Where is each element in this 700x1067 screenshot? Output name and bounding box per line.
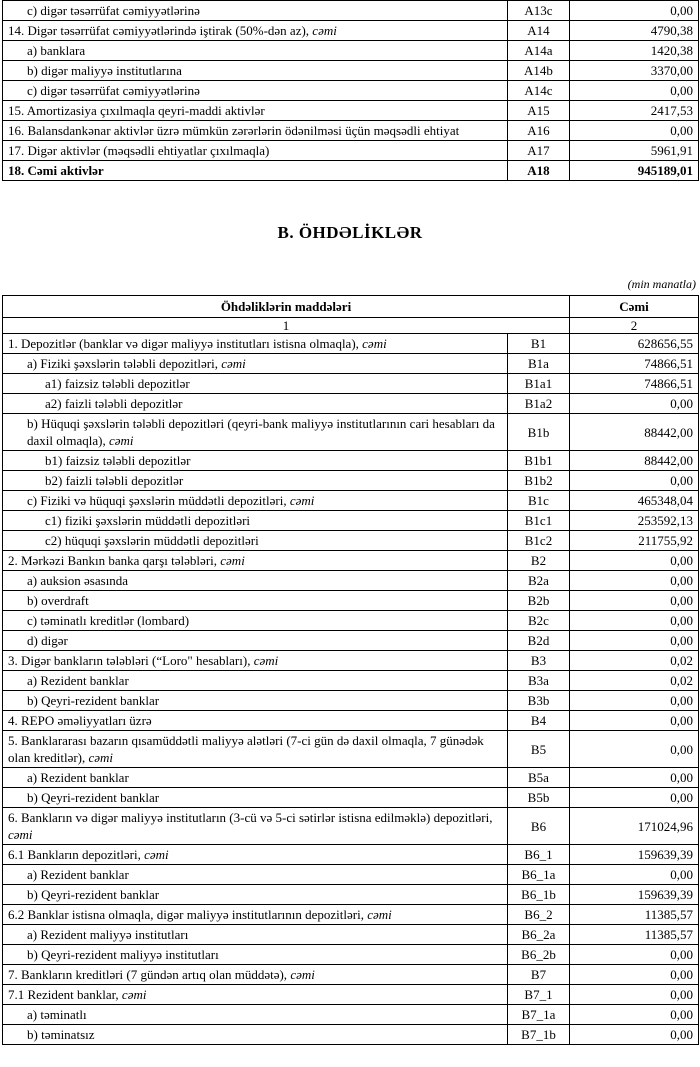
row-value: 0,00 [570,731,699,768]
row-code: B6_2a [508,925,570,945]
row-label: b2) faizli tələbli depozitlər [3,471,508,491]
row-code: B5 [508,731,570,768]
table-row [3,531,699,551]
row-value: 628656,55 [570,334,699,354]
table-row [3,511,699,531]
row-code: B6_1b [508,885,570,905]
row-label: b1) faizsiz tələbli depozitlər [3,451,508,471]
row-value: 0,00 [570,551,699,571]
row-code: B7 [508,965,570,985]
row-code: B1b [508,414,570,451]
table-row [3,865,699,885]
row-code: B1 [508,334,570,354]
row-label: 7.1 Rezident banklar, cəmi [3,985,508,1005]
table-row [3,768,699,788]
row-code: B1c [508,491,570,511]
row-value: 74866,51 [570,374,699,394]
table-row [3,711,699,731]
table-row [3,671,699,691]
row-code: B2 [508,551,570,571]
row-value: 0,00 [570,471,699,491]
row-code: A14a [508,41,570,61]
row-code: B2d [508,631,570,651]
liabilities-table-body [3,334,699,1045]
row-code: B5b [508,788,570,808]
row-value: 171024,96 [570,808,699,845]
row-label: a2) faizli tələbli depozitlər [3,394,508,414]
column-number-2: 2 [570,318,699,334]
row-label: 16. Balansdankənar aktivlər üzrə mümkün zərərlərin ödənilməsi üçün məqsədli ehtiyat [3,121,508,141]
row-label: a) banklara [3,41,508,61]
liabilities-table-header [3,296,699,334]
row-label: a) təminatlı [3,1005,508,1025]
table-row [3,611,699,631]
row-label: a) auksion əsasında [3,571,508,591]
row-code: B2a [508,571,570,591]
row-code: B3 [508,651,570,671]
row-value: 0,00 [570,985,699,1005]
row-label: 6.2 Banklar istisna olmaqla, digər maliyyə institutlarının depozitləri, cəmi [3,905,508,925]
row-value: 465348,04 [570,491,699,511]
row-code: A17 [508,141,570,161]
table-row [3,394,699,414]
row-label: b) Qeyri-rezident banklar [3,691,508,711]
row-label: 14. Digər təsərrüfat cəmiyyətlərində iştirak (50%-dən az), cəmi [3,21,508,41]
assets-table [2,0,699,181]
unit-note: (min manatla) [627,277,696,291]
row-value: 0,00 [570,1005,699,1025]
row-code: A16 [508,121,570,141]
table-row [3,81,699,101]
row-value: 11385,57 [570,925,699,945]
row-label: c1) fiziki şəxslərin müddətli depozitləri [3,511,508,531]
row-label: a) Rezident maliyyə institutları [3,925,508,945]
row-code: A18 [508,161,570,181]
row-value: 0,00 [570,945,699,965]
row-value: 1420,38 [570,41,699,61]
row-value: 0,00 [570,121,699,141]
row-label: 17. Digər aktivlər (məqsədli ehtiyatlar çıxılmaqla) [3,141,508,161]
row-label: 2. Mərkəzi Bankın banka qarşı tələbləri, cəmi [3,551,508,571]
row-label: b) təminatsız [3,1025,508,1045]
row-code: B2c [508,611,570,631]
row-label: b) overdraft [3,591,508,611]
row-value: 4790,38 [570,21,699,41]
table-row [3,374,699,394]
row-label: b) Qeyri-rezident banklar [3,788,508,808]
liabilities-table [2,295,699,1045]
row-value: 0,00 [570,965,699,985]
row-code: B6_1a [508,865,570,885]
row-label: a) Rezident banklar [3,768,508,788]
row-value: 3370,00 [570,61,699,81]
row-value: 11385,57 [570,905,699,925]
table-row [3,571,699,591]
table-row [3,161,699,181]
row-code: A14c [508,81,570,101]
table-row [3,551,699,571]
table-row [3,591,699,611]
row-label: 18. Cəmi aktivlər [3,161,508,181]
assets-table-body [3,1,699,181]
table-row [3,471,699,491]
column-header-total: Cəmi [570,296,699,318]
row-label: b) Qeyri-rezident banklar [3,885,508,905]
row-label: d) digər [3,631,508,651]
table-row [3,965,699,985]
row-label: b) digər maliyyə institutlarına [3,61,508,81]
row-code: B5a [508,768,570,788]
table-row [3,41,699,61]
section-b-title: B. ÖHDƏLİKLƏR [277,223,423,242]
table-row [3,1005,699,1025]
row-label: c) digər təsərrüfat cəmiyyətlərinə [3,1,508,21]
row-value: 0,02 [570,651,699,671]
row-code: B1a1 [508,374,570,394]
table-row [3,61,699,81]
row-value: 88442,00 [570,451,699,471]
table-row [3,845,699,865]
row-code: B2b [508,591,570,611]
row-value: 253592,13 [570,511,699,531]
row-code: B6_1 [508,845,570,865]
table-row [3,945,699,965]
row-code: B6 [508,808,570,845]
row-code: B3a [508,671,570,691]
table-row [3,905,699,925]
row-label: c) Fiziki və hüquqi şəxslərin müddətli depozitləri, cəmi [3,491,508,511]
row-label: c) digər təsərrüfat cəmiyyətlərinə [3,81,508,101]
row-code: B1a [508,354,570,374]
row-value: 0,00 [570,631,699,651]
row-value: 0,00 [570,571,699,591]
row-label: b) Qeyri-rezident maliyyə institutları [3,945,508,965]
row-value: 0,00 [570,611,699,631]
row-value: 159639,39 [570,885,699,905]
row-label: 1. Depozitlər (banklar və digər maliyyə institutları istisna olmaqla), cəmi [3,334,508,354]
table-row [3,121,699,141]
row-label: 3. Digər bankların tələbləri (“Loro" hesabları), cəmi [3,651,508,671]
table-row [3,1025,699,1045]
table-row [3,885,699,905]
row-code: A14b [508,61,570,81]
row-label: 6.1 Bankların depozitləri, cəmi [3,845,508,865]
table-row [3,788,699,808]
row-label: b) Hüquqi şəxslərin tələbli depozitləri (qeyri-bank maliyyə institutlarının cari hesabları da daxil olmaqla), cəmi [3,414,508,451]
row-value: 0,00 [570,865,699,885]
row-label: a) Fiziki şəxslərin tələbli depozitləri, cəmi [3,354,508,374]
row-value: 0,00 [570,81,699,101]
table-row [3,651,699,671]
row-code: B3b [508,691,570,711]
table-row [3,731,699,768]
table-row [3,1,699,21]
row-label: 15. Amortizasiya çıxılmaqla qeyri-maddi aktivlər [3,101,508,121]
row-value: 0,00 [570,1,699,21]
row-value: 0,00 [570,1025,699,1045]
row-code: B6_2 [508,905,570,925]
row-value: 2417,53 [570,101,699,121]
row-value: 0,02 [570,671,699,691]
row-code: B7_1b [508,1025,570,1045]
row-code: B1c2 [508,531,570,551]
row-label: a) Rezident banklar [3,865,508,885]
header-row [3,296,699,318]
row-label: 4. REPO əməliyyatları üzrə [3,711,508,731]
row-value: 0,00 [570,394,699,414]
row-label: c) təminatlı kreditlər (lombard) [3,611,508,631]
row-code: B1a2 [508,394,570,414]
table-row [3,414,699,451]
row-label: a) Rezident banklar [3,671,508,691]
table-row [3,21,699,41]
column-header-items: Öhdəliklərin maddələri [3,296,570,318]
row-code: A13c [508,1,570,21]
row-code: A15 [508,101,570,121]
row-code: B4 [508,711,570,731]
row-code: B7_1a [508,1005,570,1025]
table-row [3,451,699,471]
row-value: 0,00 [570,788,699,808]
row-value: 945189,01 [570,161,699,181]
row-value: 74866,51 [570,354,699,374]
row-value: 0,00 [570,768,699,788]
row-value: 211755,92 [570,531,699,551]
row-value: 88442,00 [570,414,699,451]
table-row [3,354,699,374]
table-row [3,334,699,354]
row-code: B1b2 [508,471,570,491]
row-label: 7. Bankların kreditləri (7 gündən artıq olan müddətə), cəmi [3,965,508,985]
table-row [3,491,699,511]
table-row [3,631,699,651]
column-number-row [3,318,699,334]
row-value: 159639,39 [570,845,699,865]
table-row [3,925,699,945]
row-code: B6_2b [508,945,570,965]
row-code: B7_1 [508,985,570,1005]
table-row [3,808,699,845]
row-label: a1) faizsiz tələbli depozitlər [3,374,508,394]
table-row [3,101,699,121]
row-code: B1b1 [508,451,570,471]
column-number-1: 1 [3,318,570,334]
row-value: 0,00 [570,591,699,611]
table-row [3,691,699,711]
row-code: B1c1 [508,511,570,531]
row-label: c2) hüquqi şəxslərin müddətli depozitləri [3,531,508,551]
row-value: 0,00 [570,711,699,731]
row-code: A14 [508,21,570,41]
row-value: 0,00 [570,691,699,711]
row-label: 5. Banklararası bazarın qısamüddətli maliyyə alətləri (7-ci gün də daxil olmaqla, 7 günədək olan kreditlər), cəmi [3,731,508,768]
table-row [3,985,699,1005]
row-label: 6. Bankların və digər maliyyə institutların (3-cü və 5-ci sətirlər istisna edilməklə) depozitləri, cəmi [3,808,508,845]
table-row [3,141,699,161]
row-value: 5961,91 [570,141,699,161]
